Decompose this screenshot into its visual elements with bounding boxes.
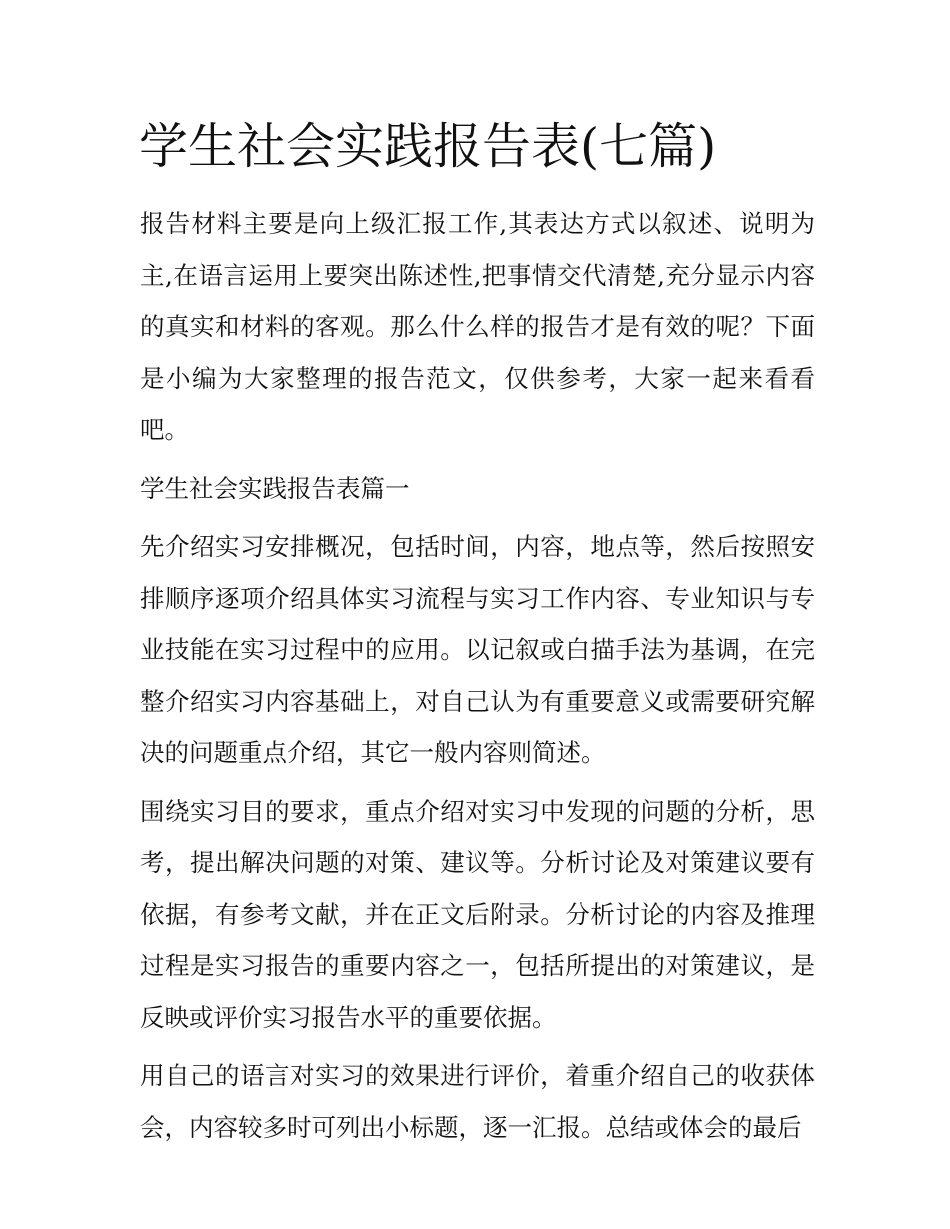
section-heading: 学生社会实践报告表篇一 — [140, 473, 410, 503]
intro-paragraph: 报告材料主要是向上级汇报工作,其表达方式以叙述、说明为主,在语言运用上要突出陈述性,把事情交代清楚,充分显示内容的真实和材料的客观。那么什么样的报告才是有效的呢？下面是小编为大家整理的报告范文，仅供参考，大家一起来看看吧。 — [140, 209, 815, 444]
document-title: 学生社会实践报告表(七篇) — [139, 118, 717, 175]
body-paragraph-1: 先介绍实习安排概况，包括时间，内容，地点等，然后按照安排顺序逐项介绍具体实习流程与实习工作内容、专业知识与专业技能在实习过程中的应用。以记叙或白描手法为基调，在完整介绍实习内容基础上，对自己认为有重要意义或需要研究解决的问题重点介绍，其它一般内容则简述。 — [140, 532, 815, 767]
body-paragraph-2: 围绕实习目的要求，重点介绍对实习中发现的问题的分析，思考，提出解决问题的对策、建议等。分析讨论及对策建议要有依据，有参考文献，并在正文后附录。分析讨论的内容及推理过程是实习报告的重要内容之一，包括所提出的对策建议，是反映或评价实习报告水平的重要依据。 — [140, 796, 815, 1032]
document-body — [140, 198, 815, 1160]
body-paragraph-3: 用自己的语言对实习的效果进行评价，着重介绍自己的收获体会，内容较多时可列出小标题，逐一汇报。总结或体会的最后 — [140, 1061, 815, 1142]
